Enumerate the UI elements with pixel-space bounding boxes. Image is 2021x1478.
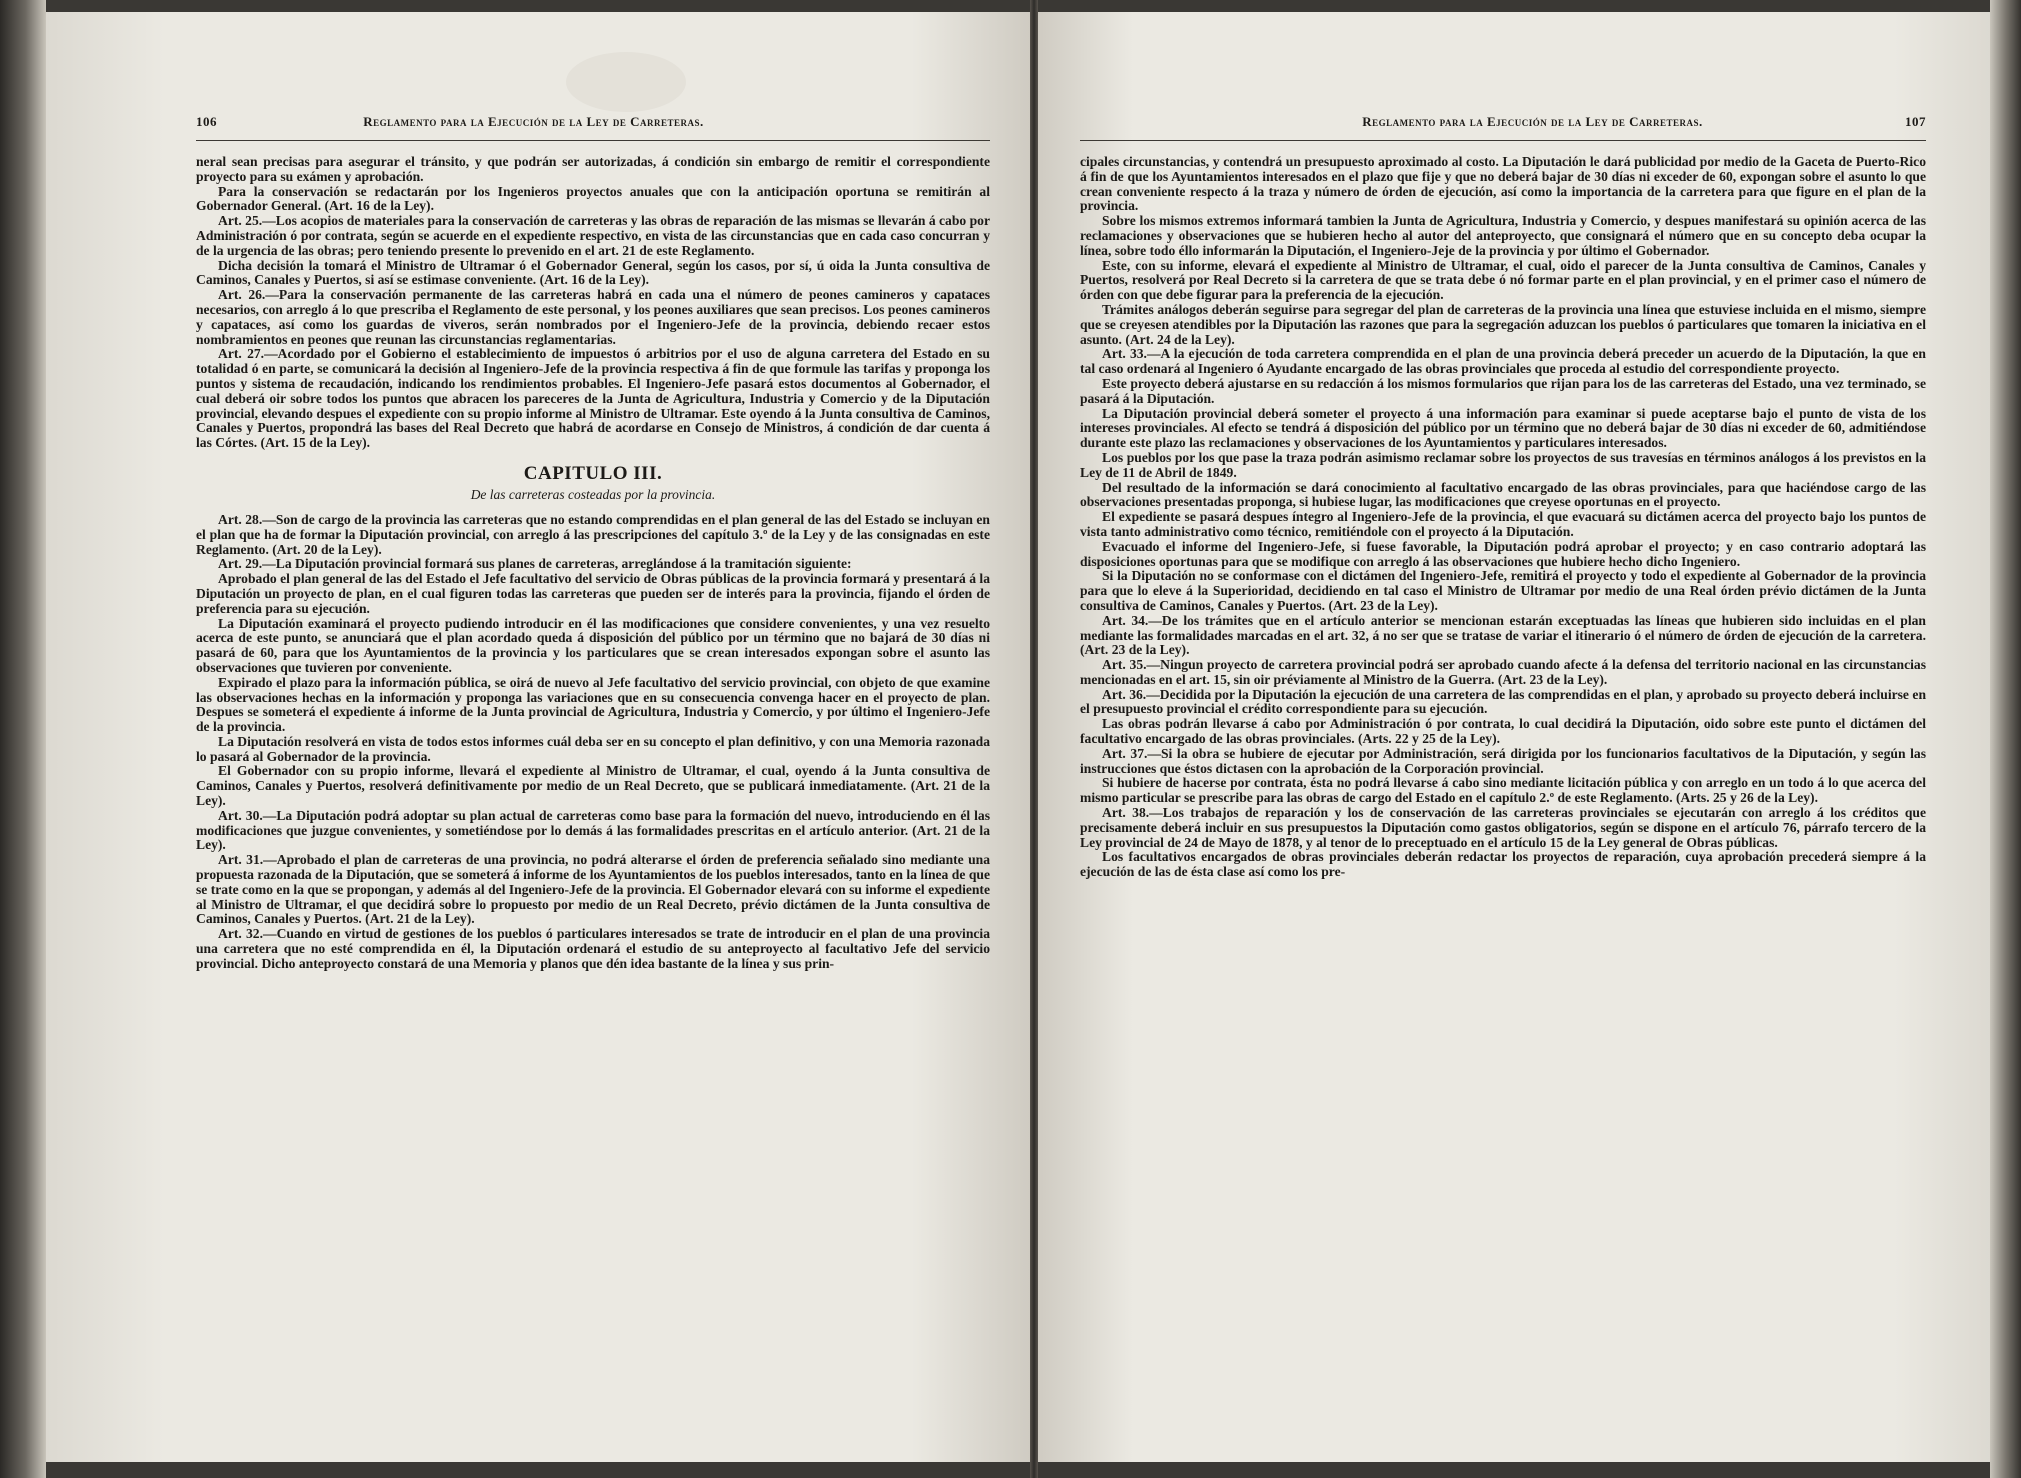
paragraph: Evacuado el informe del Ingeniero-Jefe, si fuese favorable, la Diputación podrá aprobar el proyecto; y en caso contrario adoptará las disposiciones oportunas para que se modifique con arreglo á las observaciones que hubiere hecho dicho Ingeniero.	[1080, 538, 1926, 569]
paper-stain	[566, 52, 686, 112]
book-edge-right	[1990, 0, 2021, 1478]
book-edge-left	[0, 0, 46, 1478]
chapter-title: CAPITULO III.	[523, 462, 663, 484]
paragraph: cipales circunstancias, y contendrá un presupuesto aproximado al costo. La Diputación le dará publicidad por medio de la Gaceta de Puerto-Rico á fin de que los Ayuntamientos interesados en el plazo que fije y que no deberá bajar de 30 días ni exceder de 60, expongan sobre el asunto lo que crean conveniente respecto á la traza y número de órden de ejecución, así como la importancia de la carretera para que figure en el plan de la provincia.	[1080, 154, 1926, 214]
paragraph: Si la Diputación no se conformase con el dictámen del Ingeniero-Jefe, remitirá el proyecto y todo el expediente al Gobernador de la provincia para que lo eleve á la Superioridad, decidiendo en tal caso el Ministro de Ultramar por medio de una Real órden prévio dictámen de la Junta consultiva de Caminos, Canales y Puertos. (Art. 23 de la Ley).	[1080, 568, 1926, 613]
paragraph: Este proyecto deberá ajustarse en su redacción á los mismos formularios que rijan para los de las carreteras del Estado, una vez terminado, se pasará á la Diputación.	[1080, 375, 1926, 406]
paragraph: Art. 29.—La Diputación provincial formará sus planes de carreteras, arreglándose á la tramitación siguiente:	[218, 556, 852, 572]
paragraph: Expirado el plazo para la información pública, se oirá de nuevo al Jefe facultativo del servicio provincial, con objeto de que examine las observaciones hechas en la información y proponga las variaciones que en su consecuencia convenga hacer en el proyecto de plan. Despues se someterá el expediente á informe de la Junta provincial de Agricultura, Industria y Comercio, y por último el Ingeniero-Jefe de la provincia.	[196, 674, 990, 735]
right-page	[1038, 12, 1990, 1462]
paragraph: Art. 36.—Decidida por la Diputación la ejecución de una carretera de las comprendidas en el plan, y aprobado su proyecto deberá incluirse en el presupuesto provincial el crédito correspondiente para su ejecución.	[1080, 686, 1926, 717]
paragraph: Este, con su informe, elevará el expediente al Ministro de Ultramar, el cual, oido el parecer de la Junta consultiva de Caminos, Canales y Puertos, resolverá por Real Decreto si la carretera de que se trata debe ó nó formar parte en el plan provincial, y en el primer caso el número de órden con que debe figurar para la preferencia de la ejecución.	[1080, 257, 1926, 303]
paragraph: Dicha decisión la tomará el Ministro de Ultramar ó el Gobernador General, según los casos, por sí, ú oida la Junta consultiva de Caminos, Canales y Puertos, si así se estimase conveniente. (Art. 16 de la Ley).	[196, 257, 990, 288]
paragraph: Art. 33.—A la ejecución de toda carretera comprendida en el plan de una provincia deberá preceder un acuerdo de la Diputación, la que en tal caso ordenará al Ingeniero ó Ayudante encargado de las obras provinciales que proceda al estudio del correspondiente proyecto.	[1080, 346, 1926, 377]
paragraph: La Diputación examinará el proyecto pudiendo introducir en él las modificaciones que considere convenientes, y una vez resuelto acerca de este punto, se anunciará que el plan acordado queda á disposición del público por un término que no bajará de 30 días ni pasará de 60, para que los Ayuntamientos de la provincia y los particulares que se crean interesados expongan sobre el asunto las observaciones que tuvieren por conveniente.	[196, 615, 990, 675]
paragraph: La Diputación resolverá en vista de todos estos informes cuál deba ser en su concepto el plan definitivo, y con una Memoria razonada lo pasará al Gobernador de la provincia.	[196, 733, 990, 764]
paragraph: Art. 26.—Para la conservación permanente de las carreteras habrá en cada una el número de peones camineros y capataces necesarios, con arreglo á lo que prescriba el Reglamento de este personal, y los peones auxiliares que sean precisos. Los peones camineros y capataces, así como los guardas de viveros, serán nombrados por el Ingeniero-Jefe de la provincia, debiendo recaer estos nombramientos en peones que reunan las circunstancias reglamentarias.	[196, 287, 990, 347]
paragraph: Art. 27.—Acordado por el Gobierno el establecimiento de impuestos ó arbitrios por el uso de alguna carretera del Estado en su totalidad ó en parte, se comunicará la decisión al Ingeniero-Jefe de la provincia respectiva á fin de que formule las tarifas y proponga los puntos y sistema de recaudación, indicando los rendimientos probables. El Ingeniero-Jefe pasará estos documentos al Gobernador, el cual deberá oir sobre todos los puntos que abracen los pareceres de la Junta de Agricultura, Industria y Comercio y de la Diputación provincial, elevando despues el expediente con su propio informe al Ministro de Ultramar. Este oyendo á la Junta consultiva de Caminos, Canales y Puertos, propondrá las bases del Real Decreto que habrá de acordarse en Consejo de Ministros, á condición de dar cuenta á las Córtes. (Art. 15 de la Ley).	[196, 346, 990, 451]
paragraph: Sobre los mismos extremos informará tambien la Junta de Agricultura, Industria y Comercio, y despues manifestará su opinión acerca de las reclamaciones y observaciones que se hubieren hecho al autor del anteproyecto, que consignará el número que en su concepto deba ocupar la línea, sobre todo éllo informarán la Diputación, el Ingeniero-Jeje de la provincia y por último el Gobernador.	[1080, 213, 1926, 258]
paragraph: El expediente se pasará despues íntegro al Ingeniero-Jefe de la provincia, el que evacuará su dictámen acerca del proyecto bajo los puntos de vista tanto administrativo como técnico, remitiéndole con el proyecto á la Diputación.	[1080, 509, 1926, 539]
running-head-title-right: Reglamento para la Ejecución de la Ley de Carreteras.	[1362, 114, 1703, 129]
paragraph: La Diputación provincial deberá someter el proyecto á una información para examinar si puede aceptarse bajo el punto de vista de los intereses provinciales. Al efecto se tendrá á disposición del público por un término que no deberá bajar de 30 días ni exceder de 60, admitiéndose durante este plazo las reclamaciones y observaciones de los Ayuntamientos y particulares interesados.	[1080, 405, 1926, 451]
page-number-right: 107	[1905, 114, 1926, 129]
paragraph: Art. 34.—De los trámites que en el artículo anterior se mencionan estarán exceptuadas las líneas que hubieren sido incluidas en el plan mediante las formalidades marcadas en el art. 32, á no ser que se tratase de variar el itinerario ó el número de órden de ejecución de la carretera. (Art. 23 de la Ley).	[1080, 612, 1926, 658]
paragraph: Aprobado el plan general de las del Estado el Jefe facultativo del servicio de Obras públicas de la provincia formará y presentará á la Diputación un proyecto de plan, en el cual figuren todas las carreteras que pueden ser de interés para la provincia, fijando el órden de preferencia para su ejecución.	[196, 571, 990, 616]
paragraph: Art. 25.—Los acopios de materiales para la conservación de carreteras y las obras de reparación de las mismas se llevarán á cabo por Administración ó por contrata, según se acuerde en el expediente respectivo, en vista de las circunstancias que en cada caso concurran y de la urgencia de las obras; pero teniendo presente lo prevenido en el art. 21 de este Reglamento.	[196, 213, 990, 258]
running-head-title-left: Reglamento para la Ejecución de la Ley de Carreteras.	[363, 114, 704, 129]
paragraph: Trámites análogos deberán seguirse para segregar del plan de carreteras de la provincia una línea que estuviese incluida en el mismo, siempre que se creyesen atendibles por la Diputación las razones que para la segregación aduzcan los pueblos ó particulares que tomaren la iniciativa en el asunto. (Art. 24 de la Ley).	[1080, 301, 1926, 347]
paragraph: Art. 28.—Son de cargo de la provincia las carreteras que no estando comprendidas en el plan general de las del Estado se incluyan en el plan que ha de formar la Diputación provincial, con arreglo á las prescripciones del capítulo 3.º de la Ley y de las consignadas en este Reglamento. (Art. 20 de la Ley).	[196, 511, 990, 557]
paragraph: El Gobernador con su propio informe, llevará el expediente al Ministro de Ultramar, el cual, oyendo á la Junta consultiva de Caminos, Canales y Puertos, resolverá definitivamente por medio de un Real Decreto, que se publicará inmediatamente. (Art. 21 de la Ley).	[196, 763, 990, 809]
paragraph: Para la conservación se redactarán por los Ingenieros proyectos anuales que con la anticipación oportuna se remitirán al Gobernador General. (Art. 16 de la Ley).	[196, 183, 990, 214]
paragraph: Art. 31.—Aprobado el plan de carreteras de una provincia, no podrá alterarse el órden de preferencia señalado sino mediante una propuesta razonada de la Diputación, que se someterá á informe de los Ayuntamientos de los pueblos interesados, tanto en la línea de que se trate como en la que se propongan, y además al del Ingeniero-Jefe de la provincia. El Gobernador elevará con su informe el expediente al Ministro de Ultramar, el que decidirá sobre lo propuesto por medio de un Real Decreto, prévio dictámen de la Junta consultiva de Caminos, Canales y Puertos. (Art. 21 de la Ley).	[196, 852, 990, 927]
paragraph: Art. 32.—Cuando en virtud de gestiones de los pueblos ó particulares interesados se trate de introducir en el plan de una provincia una carretera que no esté comprendida en él, la Diputación ordenará el estudio de su anteproyecto al facultativo Jefe del servicio provincial. Dicho anteproyecto constará de una Memoria y planos que dén idea bastante de la línea y sus prin-	[196, 926, 990, 971]
paragraph: Art. 35.—Ningun proyecto de carretera provincial podrá ser aprobado cuando afecte á la defensa del territorio nacional en las circunstancias mencionadas en el art. 15, sin oir préviamente al Ministro de la Guerra. (Art. 23 de la Ley).	[1080, 657, 1926, 687]
running-head-left	[196, 114, 990, 141]
page-number-left: 106	[196, 114, 217, 129]
running-head-right	[1080, 114, 1926, 141]
book-gutter	[1030, 0, 1038, 1478]
chapter-subtitle: De las carreteras costeadas por la provincia.	[470, 486, 716, 502]
paragraph: Del resultado de la información se dará conocimiento al facultativo encargado de las obras provinciales, para que haciéndose cargo de las observaciones presentadas proponga, si hubiese lugar, las modificaciones que creyese oportunas en el proyecto.	[1080, 479, 1926, 510]
paragraph: neral sean precisas para asegurar el tránsito, y que podrán ser autorizadas, á condición sin embargo de remitir el correspondiente proyecto para su exámen y aprobación.	[196, 154, 990, 184]
paragraph: Art. 30.—La Diputación podrá adoptar su plan actual de carreteras como base para la formación del nuevo, introduciendo en él las modificaciones que juzgue convenientes, y sometiéndose por lo demás á las formalidades prescritas en el artículo anterior. (Art. 21 de la Ley).	[196, 807, 990, 853]
paragraph: Los facultativos encargados de obras provinciales deberán redactar los proyectos de reparación, cuya aprobación precederá siempre á la ejecución de las de ésta clase así como los pre-	[1080, 849, 1926, 880]
paragraph: Los pueblos por los que pase la traza podrán asimismo reclamar sobre los proyectos de sus travesías en términos análogos á los previstos en la Ley de 11 de Abril de 1849.	[1080, 449, 1926, 480]
paragraph: Art. 37.—Si la obra se hubiere de ejecutar por Administración, será dirigida por los funcionarios facultativos de la Diputación, y según las instrucciones que éstos dictasen con la aprobación de la Corporación provincial.	[1080, 745, 1926, 776]
left-page-body	[196, 155, 990, 972]
paragraph: Las obras podrán llevarse á cabo por Administración ó por contrata, lo cual decidirá la Diputación, oido sobre este punto el dictámen del facultativo encargado de las obras provinciales. (Arts. 22 y 25 de la Ley).	[1080, 716, 1926, 747]
paragraph: Si hubiere de hacerse por contrata, ésta no podrá llevarse á cabo sino mediante licitación pública y con arreglo en un todo á lo que acerca del mismo particular se prescribe para las obras de cargo del Estado en el capítulo 2.º de este Reglamento. (Arts. 25 y 26 de la Ley).	[1080, 775, 1926, 806]
left-page	[46, 12, 1030, 1462]
paragraph: Art. 38.—Los trabajos de reparación y los de conservación de las carreteras provinciales se ejecutarán con arreglo á los créditos que precisamente deberá incluir en sus presupuestos la Diputación como gastos obligatorios, según se dispone en el artículo 76, párrafo tercero de la Ley provincial de 24 de Mayo de 1878, y al tenor de lo preceptuado en el artículo 15 de la Ley general de Obras públicas.	[1080, 805, 1926, 850]
right-page-body	[1080, 155, 1926, 880]
